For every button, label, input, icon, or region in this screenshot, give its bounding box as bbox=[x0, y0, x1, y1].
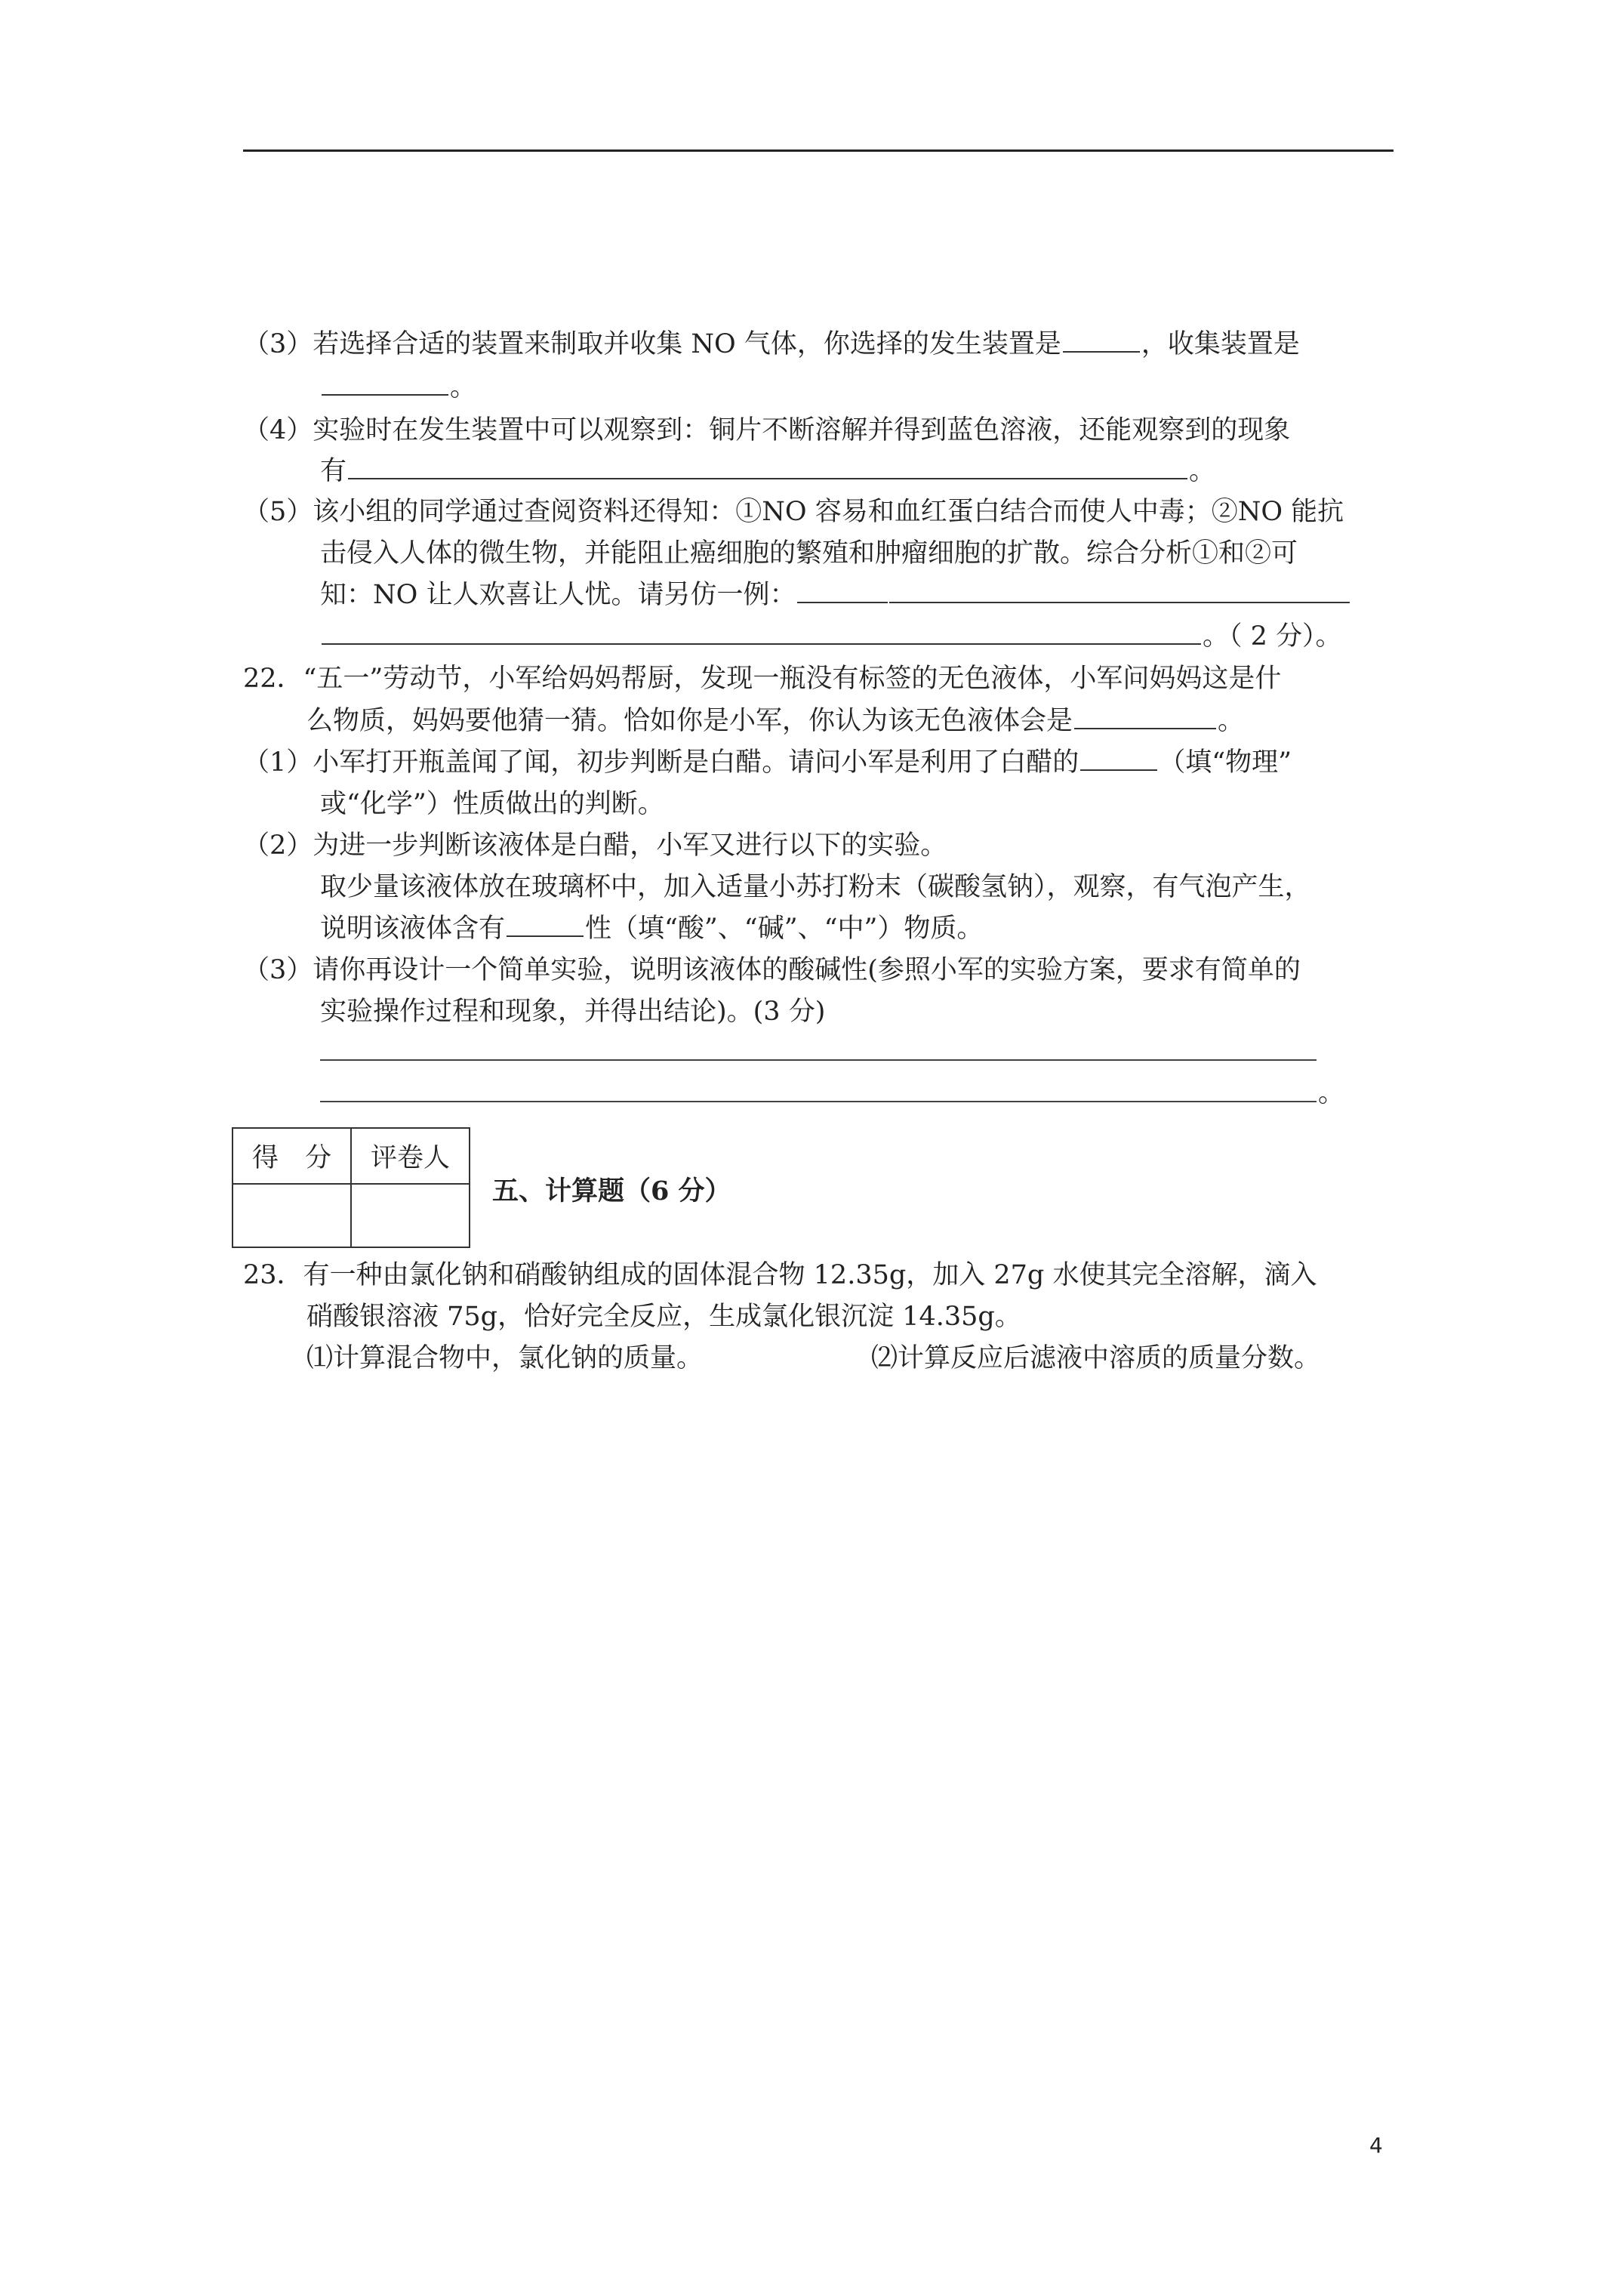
score-header: 得 分 bbox=[233, 1128, 351, 1184]
q21-part3-text-a: （3）若选择合适的装置来制取并收集 NO 气体，你选择的发生装置是 bbox=[243, 329, 1061, 359]
q22-intro-line2 bbox=[306, 704, 1244, 738]
q22-part1-text-b: （填“物理” bbox=[1159, 747, 1292, 778]
answer-blank[interactable] bbox=[507, 911, 584, 937]
answer-line[interactable] bbox=[320, 1101, 1317, 1102]
answer-blank[interactable] bbox=[797, 578, 888, 603]
q21-part5-line4 bbox=[320, 619, 1342, 654]
score-cell[interactable] bbox=[233, 1184, 351, 1247]
q22-intro-end: 。 bbox=[1218, 706, 1245, 736]
q21-part4-line1: （4）实验时在发生装置中可以观察到：铜片不断溶解并得到蓝色溶液，还能观察到的现象 bbox=[243, 415, 1291, 445]
q22-part2-line1: （2）为进一步判断该液体是白醋，小军又进行以下的实验。 bbox=[243, 831, 947, 861]
q22-part3-line1: （3）请你再设计一个简单实验，说明该液体的酸碱性(参照小军的实验方案，要求有简单的 bbox=[243, 955, 1301, 985]
q22-part1-line2: 或“化学”）性质做出的判断。 bbox=[320, 789, 664, 819]
score-table bbox=[232, 1127, 470, 1248]
answer-blank[interactable] bbox=[1063, 327, 1140, 353]
answer-blank[interactable] bbox=[1080, 745, 1157, 771]
q21-part4-line2 bbox=[320, 454, 1215, 488]
q21-part3-end: 。 bbox=[450, 372, 477, 402]
grader-header: 评卷人 bbox=[351, 1128, 470, 1184]
q22-part1-text-a: （1）小军打开瓶盖闻了闻，初步判断是白醋。请问小军是利用了白醋的 bbox=[243, 747, 1079, 778]
q23-subquestion-1: ⑴计算混合物中，氯化钠的质量。 bbox=[306, 1343, 704, 1373]
q21-part5-line1: （5）该小组的同学通过查阅资料还得知：①NO 容易和血红蛋白结合而使人中毒；②NO 能抗 bbox=[243, 497, 1344, 527]
answer-blank[interactable] bbox=[322, 370, 448, 396]
grader-cell[interactable] bbox=[351, 1184, 470, 1247]
q22-part2-text-a: 说明该液体含有 bbox=[320, 914, 506, 944]
q21-part3-line2 bbox=[320, 370, 476, 405]
q21-part3-line1 bbox=[243, 327, 1300, 362]
q22-intro-line1: 22．“五一”劳动节，小军给妈妈帮厨，发现一瓶没有标签的无色液体，小军问妈妈这是什 bbox=[243, 664, 1282, 694]
answer-blank[interactable] bbox=[322, 619, 1201, 645]
q22-part2-line2: 取少量该液体放在玻璃杯中，加入适量小苏打粉末（碳酸氢钠），观察，有气泡产生， bbox=[320, 872, 1311, 902]
answer-line[interactable] bbox=[320, 1059, 1317, 1061]
q23-line1: 23．有一种由氯化钠和硝酸钠组成的固体混合物 12.35g，加入 27g 水使其完全溶解，滴入 bbox=[243, 1260, 1317, 1290]
q22-part2-text-b: 性（填“酸”、“碱”、“中”）物质。 bbox=[585, 914, 984, 944]
section-title: 五、计算题（6 分） bbox=[492, 1176, 731, 1207]
q21-part5-line2: 击侵入人体的微生物，并能阻止癌细胞的繁殖和肿瘤细胞的扩散。综合分析①和②可 bbox=[320, 538, 1298, 569]
answer-blank[interactable] bbox=[1074, 704, 1216, 729]
header-rule bbox=[243, 149, 1394, 152]
q22-part3-end: 。 bbox=[1318, 1078, 1345, 1108]
q23-line2: 硝酸银溶液 75g，恰好完全反应，生成氯化银沉淀 14.35g。 bbox=[306, 1302, 1021, 1332]
q21-part5-text: 知：NO 让人欢喜让人忧。请另仿一例： bbox=[320, 580, 796, 610]
q22-part3-line2: 实验操作过程和现象，并得出结论)。(3 分) bbox=[320, 997, 826, 1027]
answer-blank[interactable] bbox=[889, 578, 1350, 603]
q22-part2-line3 bbox=[320, 911, 983, 946]
q21-part5-line3 bbox=[320, 578, 1351, 612]
answer-blank[interactable] bbox=[348, 454, 1187, 479]
q21-part3-text-b: ，收集装置是 bbox=[1141, 329, 1300, 359]
q22-part1-line1 bbox=[243, 745, 1292, 780]
page-number: 4 bbox=[1369, 2133, 1383, 2158]
q21-part4-text-a: 有 bbox=[320, 456, 347, 486]
q21-part4-end: 。 bbox=[1189, 456, 1216, 486]
q23-subquestion-2: ⑵计算反应后滤液中溶质的质量分数。 bbox=[871, 1343, 1321, 1373]
q21-part5-end: 。（ 2 分）。 bbox=[1203, 621, 1342, 652]
q22-intro-text: 么物质，妈妈要他猜一猜。恰如你是小军，你认为该无色液体会是 bbox=[306, 706, 1073, 736]
